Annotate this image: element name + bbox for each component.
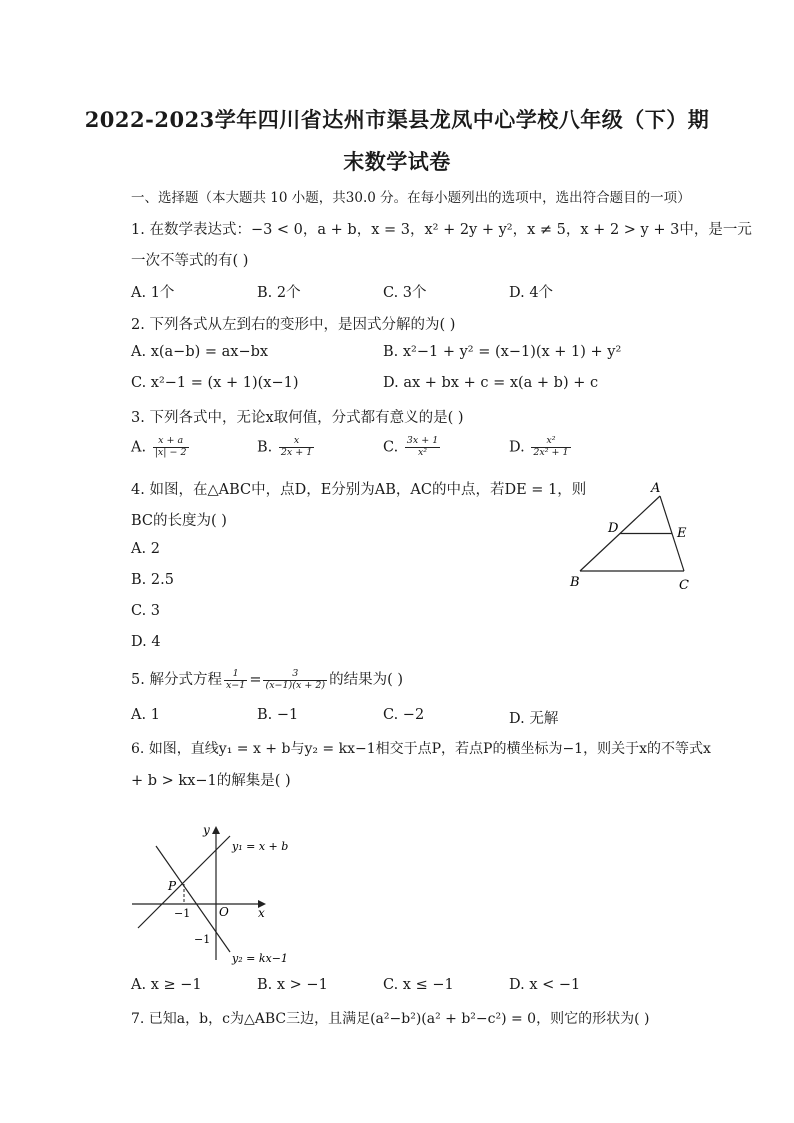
- q4-label-e: E: [677, 526, 687, 541]
- section-heading: 一、选择题（本大题共 10 小题，共30.0 分。在每小题列出的选项中，选出符合题目的一项）: [131, 190, 691, 206]
- q3-d-numerator: x²: [531, 436, 570, 448]
- q1-option-b: B. 2个: [257, 285, 301, 301]
- q6-stem-line2: + b > kx−1的解集是( ): [131, 773, 291, 789]
- q6-option-b: B. x > −1: [257, 977, 328, 993]
- q6-label-neg1-y: −1: [194, 933, 211, 946]
- q3-c-denominator: x²: [417, 446, 428, 458]
- q3-b-numerator: x: [279, 436, 314, 448]
- q3-d-denominator: 2x² + 1: [533, 446, 569, 458]
- q5-option-d: D. 无解: [509, 711, 559, 727]
- q4-option-a: A. 2: [131, 541, 160, 557]
- q5-option-a: A. 1: [131, 707, 160, 723]
- q3-option-b: [257, 436, 316, 459]
- q3-c-fraction: [405, 436, 440, 459]
- q4-label-a: A: [651, 481, 661, 496]
- q6-label-origin: O: [219, 905, 229, 919]
- q4-label-b: B: [570, 575, 580, 590]
- q6-label-x: x: [258, 906, 265, 920]
- q3-b-fraction: [279, 436, 314, 459]
- q5-prefix: 5. 解分式方程: [131, 672, 222, 688]
- q6-option-d: D. x < −1: [509, 977, 581, 993]
- q6-label-y2: y₂ = kx−1: [232, 952, 288, 965]
- q1-option-d: D. 4个: [509, 285, 554, 301]
- q3-d-fraction: [531, 436, 570, 459]
- q6-label-y: y: [203, 823, 210, 837]
- q4-option-b: B. 2.5: [131, 572, 174, 588]
- q3-option-d: [509, 436, 573, 459]
- q1-option-a: A. 1个: [131, 285, 175, 301]
- q3-a-numerator: x + a: [153, 436, 189, 448]
- q3-stem: 3. 下列各式中，无论x取何值，分式都有意义的是( ): [131, 410, 464, 426]
- exam-title-line1: 2022-2023学年四川省达州市渠县龙凤中心学校八年级（下）期: [84, 107, 710, 132]
- q5-fraction-left: [224, 669, 247, 692]
- q3-a-label: A.: [131, 439, 147, 456]
- q4-option-c: C. 3: [131, 603, 161, 619]
- q1-option-c: C. 3个: [383, 285, 427, 301]
- q3-option-c: [383, 436, 442, 459]
- q5-right-numerator: 3: [263, 669, 327, 681]
- q4-stem-line2: BC的长度为( ): [131, 513, 227, 529]
- q5-option-b: B. −1: [257, 707, 299, 723]
- q2-option-a: A. x(a−b) = ax−bx: [131, 344, 269, 360]
- q5-equals: =: [249, 672, 262, 688]
- q3-d-label: D.: [509, 439, 525, 456]
- q6-label-neg1-x: −1: [174, 907, 191, 920]
- q4-label-d: D: [608, 521, 619, 536]
- q7-stem: 7. 已知a，b，c为△ABC三边，且满足(a²−b²)(a² + b²−c²) = 0，则它的形状为( ): [131, 1011, 650, 1027]
- q4-stem-line1: 4. 如图，在△ABC中，点D，E分别为AB，AC的中点，若DE = 1，则: [131, 482, 587, 498]
- q6-option-c: C. x ≤ −1: [383, 977, 454, 993]
- q6-label-p: P: [168, 879, 177, 893]
- q2-option-b: B. x²−1 + y² = (x−1)(x + 1) + y²: [383, 344, 622, 360]
- q1-stem-line2: 一次不等式的有( ): [131, 253, 249, 269]
- q2-option-c: C. x²−1 = (x + 1)(x−1): [131, 375, 299, 391]
- q2-stem: 2. 下列各式从左到右的变形中，是因式分解的为( ): [131, 317, 456, 333]
- q3-a-fraction: [153, 436, 189, 459]
- q5-fraction-right: [263, 669, 327, 692]
- exam-title-line2: 末数学试卷: [343, 149, 451, 174]
- q6-y-axis-arrow: [212, 826, 220, 834]
- q3-option-a: [131, 436, 191, 459]
- q5-left-denominator: x−1: [225, 679, 246, 691]
- q3-c-numerator: 3x + 1: [406, 435, 439, 446]
- q3-b-denominator: 2x + 1: [280, 446, 313, 458]
- q2-option-d: D. ax + bx + c = x(a + b) + c: [383, 375, 599, 391]
- q6-label-y1: y₁ = x + b: [232, 840, 289, 853]
- q5-suffix: 的结果为( ): [329, 672, 404, 688]
- q4-triangle-figure: [560, 476, 700, 596]
- q5-stem: [131, 668, 403, 691]
- q5-left-numerator: 1: [224, 669, 247, 681]
- q3-c-label: C.: [383, 439, 399, 456]
- q6-graph-figure: [128, 820, 298, 970]
- q1-stem-line1: 1. 在数学表达式：−3 < 0，a + b，x = 3，x² + 2y + y²，x ≠ 5，x + 2 > y + 3中，是一元: [131, 222, 752, 238]
- q3-b-label: B.: [257, 439, 273, 456]
- q4-option-d: D. 4: [131, 634, 161, 650]
- q5-right-denominator: (x−1)(x + 2): [265, 679, 326, 691]
- q6-option-a: A. x ≥ −1: [131, 977, 202, 993]
- q6-stem-line1: 6. 如图，直线y₁ = x + b与y₂ = kx−1相交于点P，若点P的横坐标为−1，则关于x的不等式x: [131, 741, 711, 757]
- q4-label-c: C: [679, 578, 689, 593]
- q5-option-c: C. −2: [383, 707, 425, 723]
- q3-a-denominator: |x| − 2: [154, 446, 187, 458]
